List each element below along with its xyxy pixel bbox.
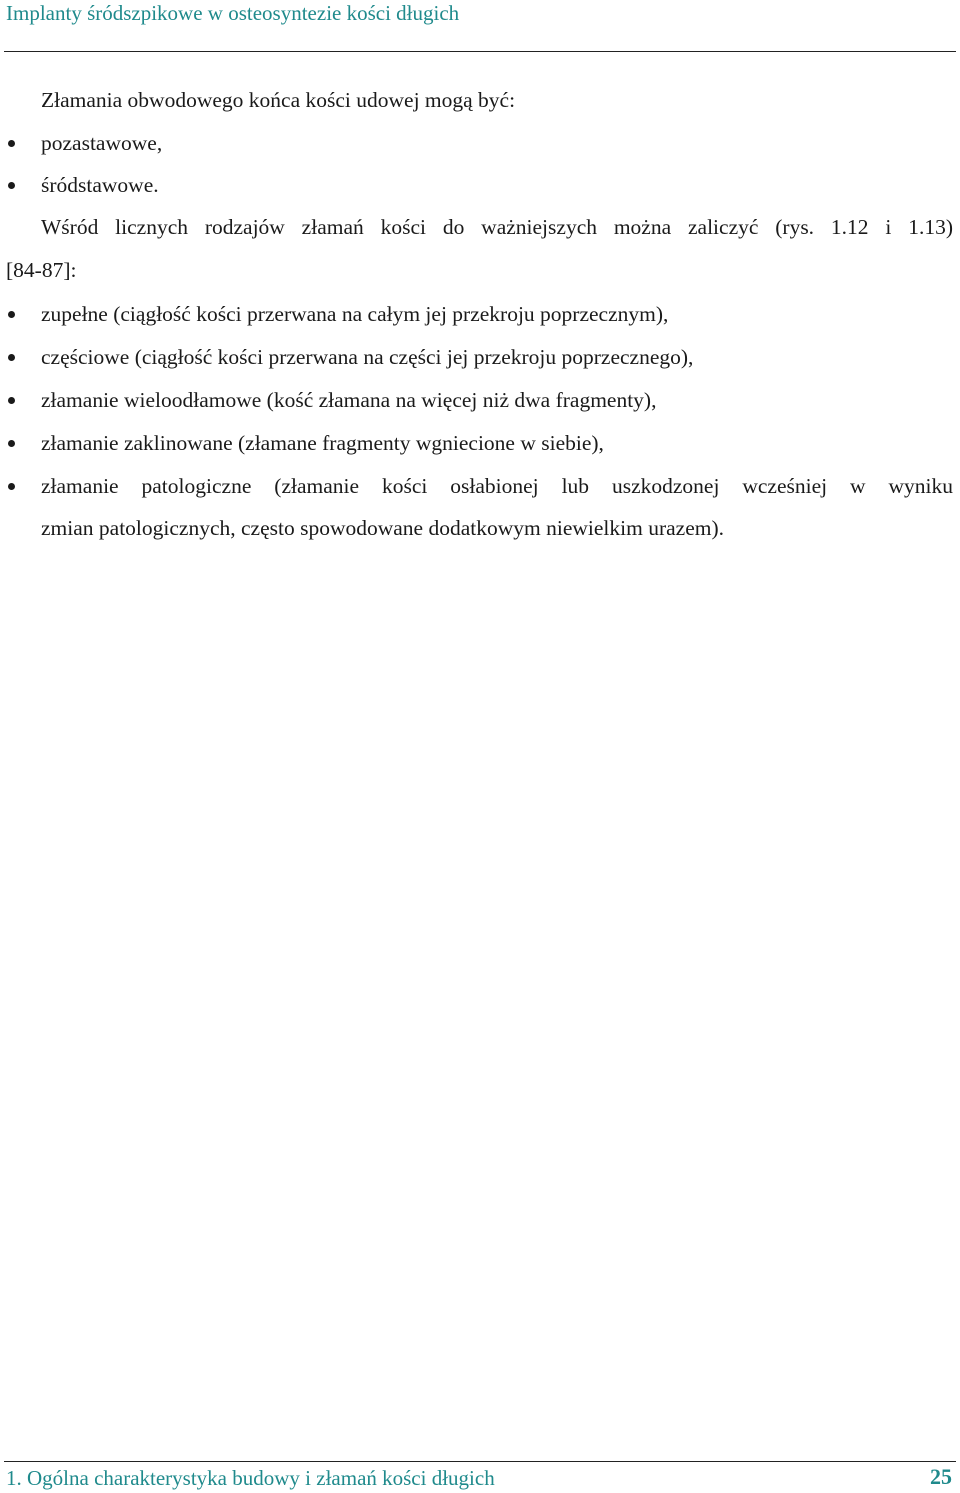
list-item: zupełne (ciągłość kości przerwana na całym jej przekroju poprzecznym), bbox=[41, 302, 669, 326]
intro-paragraph-1: Złamania obwodowego końca kości udowej mogą być: bbox=[41, 88, 516, 112]
intro-paragraph-2-line-1: Wśród licznych rodzajów złamań kości do ważniejszych można zaliczyć (rys. 1.12 i 1.13) bbox=[41, 215, 953, 239]
bullet-icon bbox=[8, 140, 15, 147]
bullet-icon bbox=[8, 311, 15, 318]
bullet-icon bbox=[8, 397, 15, 404]
footer-divider bbox=[4, 1461, 956, 1462]
header-divider bbox=[4, 51, 956, 52]
running-header-title: Implanty śródszpikowe w osteosyntezie kości długich bbox=[6, 1, 460, 25]
bullet-icon bbox=[8, 483, 15, 490]
bullet-icon bbox=[8, 354, 15, 361]
list-item-continuation: zmian patologicznych, często spowodowane dodatkowym niewielkim urazem). bbox=[41, 516, 725, 540]
list-item: złamanie patologiczne (złamanie kości osłabionej lub uszkodzonej wcześniej w wyniku bbox=[41, 474, 953, 498]
list-item: złamanie wieloodłamowe (kość złamana na więcej niż dwa fragmenty), bbox=[41, 388, 657, 412]
footer-chapter-title: 1. Ogólna charakterystyka budowy i złamań kości długich bbox=[6, 1466, 495, 1490]
list-item: śródstawowe. bbox=[41, 173, 159, 197]
list-item: częściowe (ciągłość kości przerwana na części jej przekroju poprzecznego), bbox=[41, 345, 694, 369]
bullet-icon bbox=[8, 440, 15, 447]
bullet-icon bbox=[8, 182, 15, 189]
intro-paragraph-2-line-2: [84-87]: bbox=[6, 258, 77, 282]
list-item: złamanie zaklinowane (złamane fragmenty wgniecione w siebie), bbox=[41, 431, 604, 455]
page-number: 25 bbox=[930, 1464, 952, 1489]
list-item: pozastawowe, bbox=[41, 131, 163, 155]
